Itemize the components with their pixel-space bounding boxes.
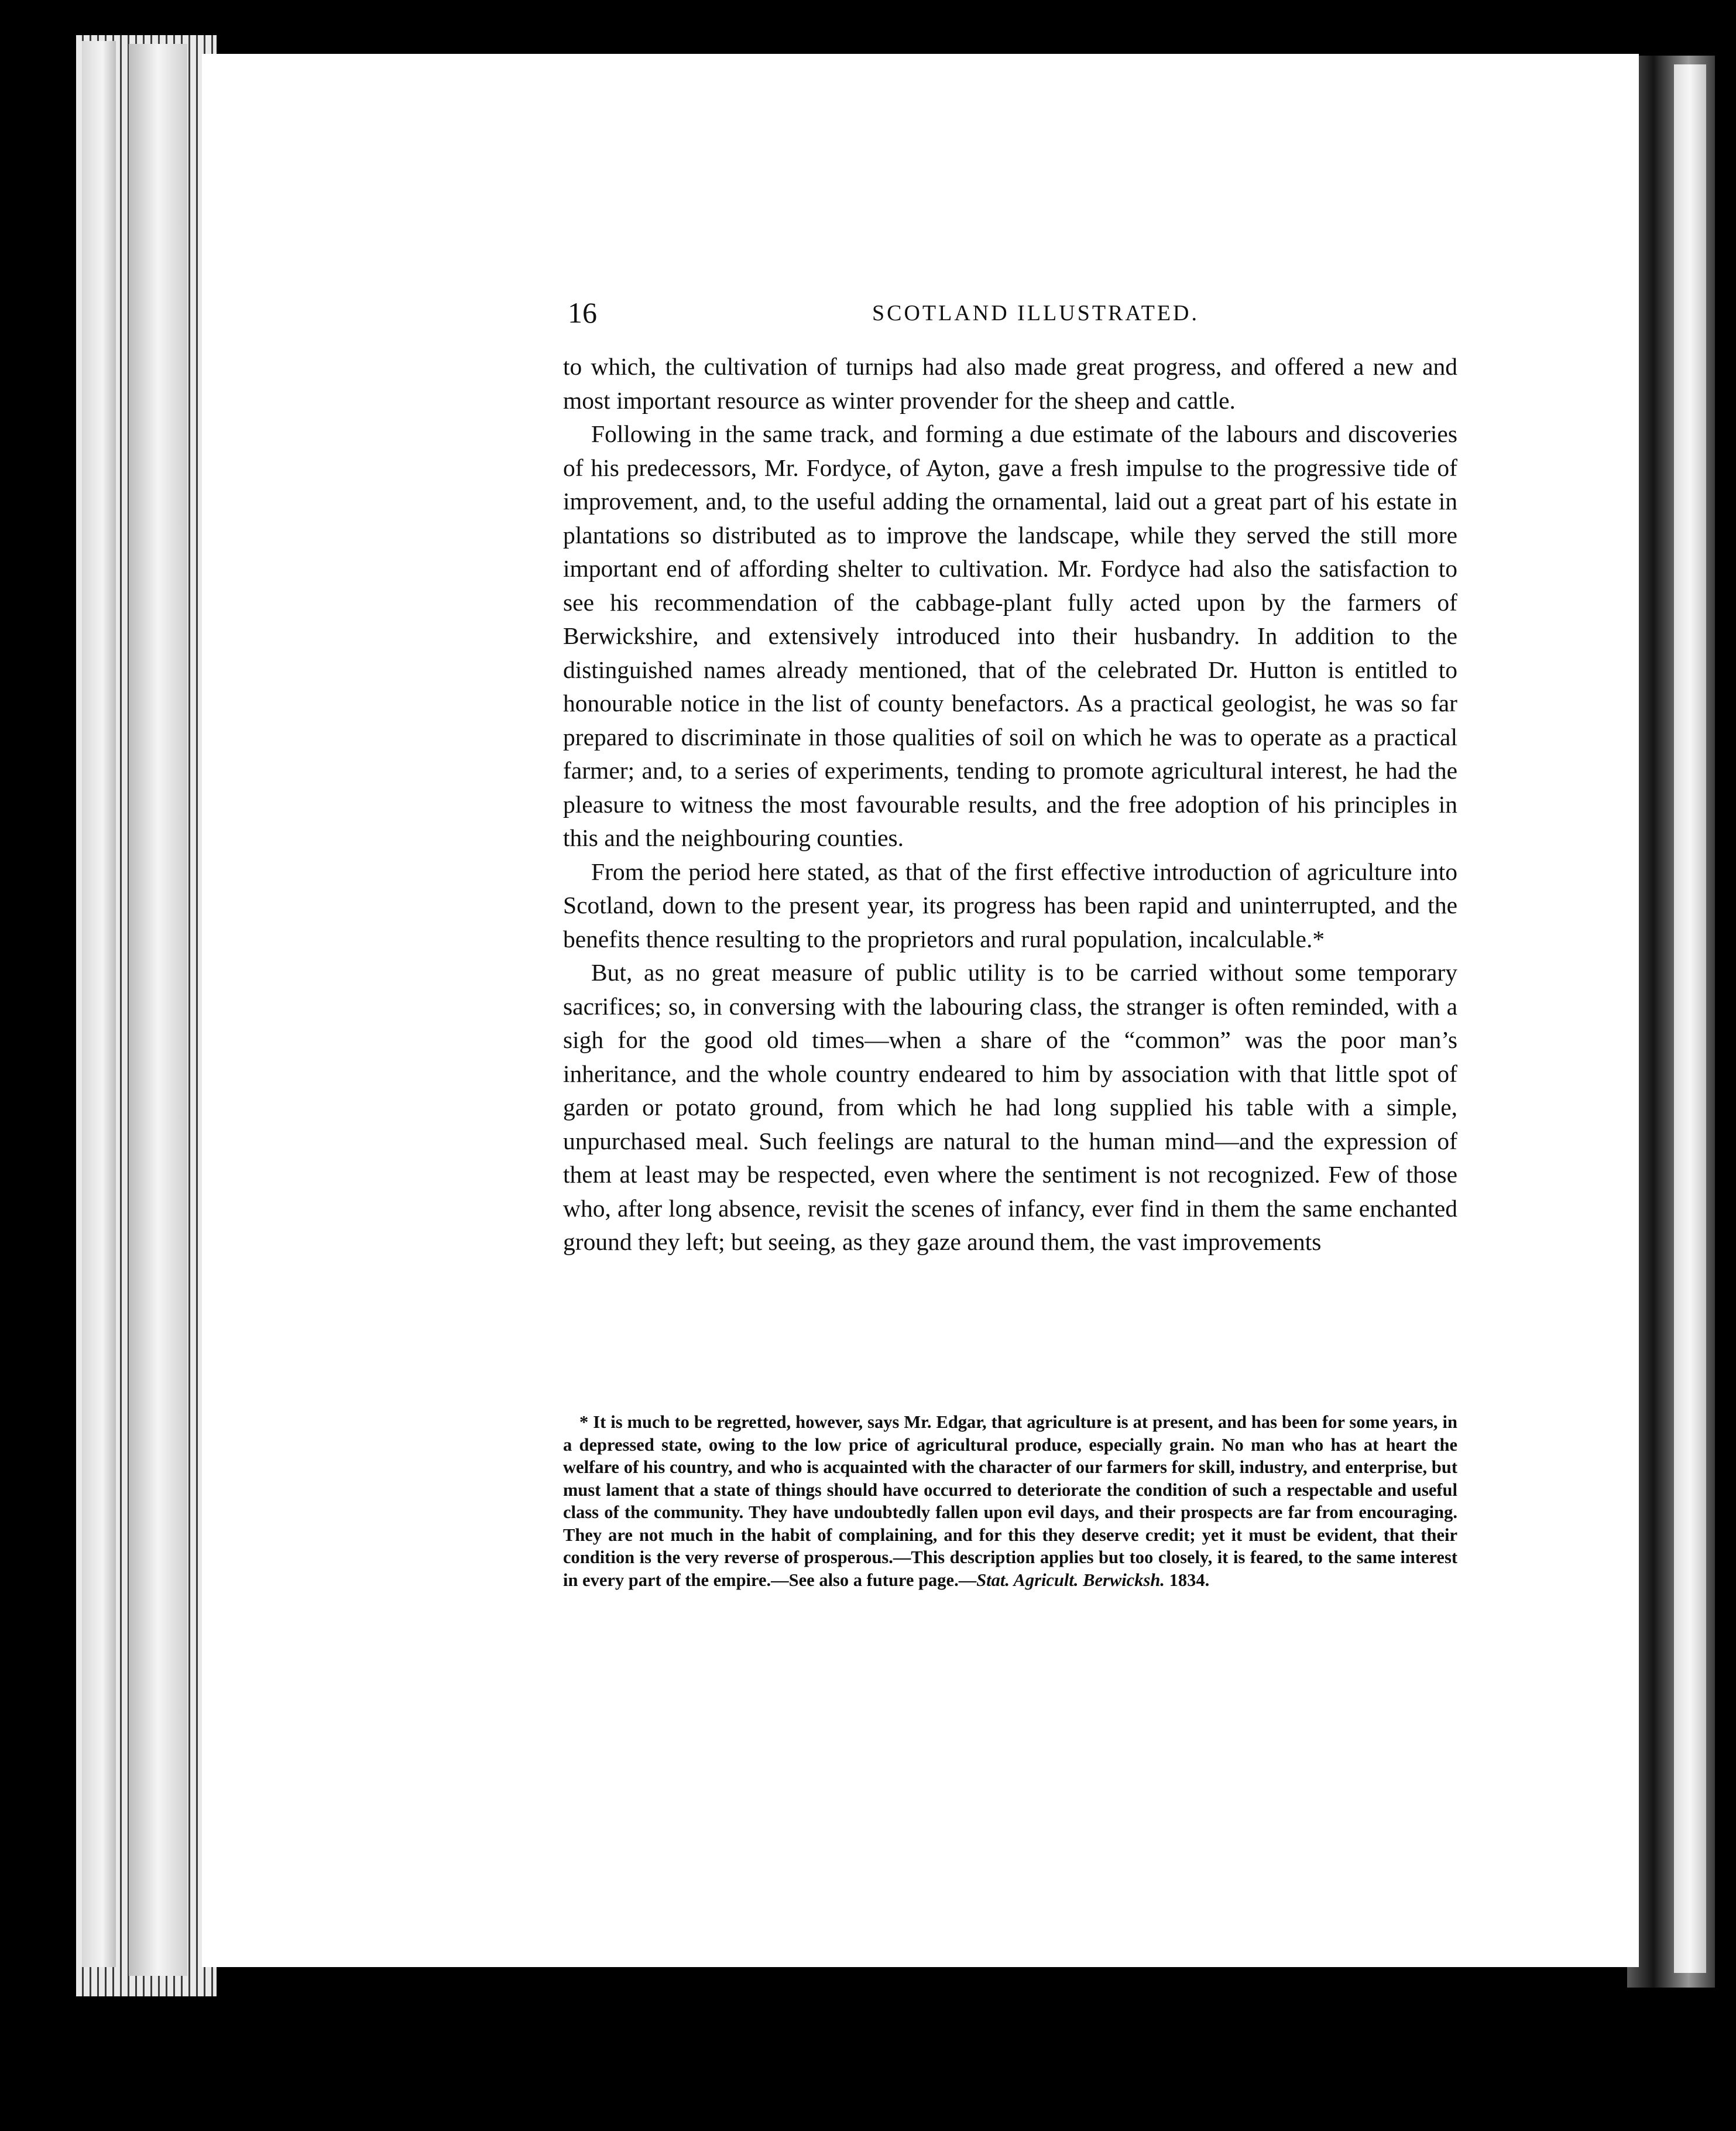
- paragraph: But, as no great measure of public utility is to be carried without some temporary sacrifices; so, in conversing with the labouring class, the stranger is often reminded, with a sigh for the good old times—when a share of the “common” was the poor man’s inheritance, and the whole country endeared to him by association with that little spot of garden or potato ground, from which he had long supplied his table with a simple, unpurchased meal. Such feelings are natural to the human mind—and the expression of them at least may be respected, even where the sentiment is not recognized. Few of those who, after long absence, revisit the scenes of infancy, ever find in them the same enchanted ground they left; but seeing, as they gaze around them, the vast improvements: [563, 959, 1457, 1255]
- outer-page-edge: [82, 41, 116, 1967]
- paragraph: Following in the same track, and forming a due estimate of the labours and discoveries of his predecessors, Mr. Fordyce, of Ayton, gave a fresh impulse to the progressive tide of improvement, and, to the useful adding the ornamental, laid out a great part of his estate in plantations so distributed as to improve the landscape, while they served the still more important end of affording shelter to cultivation. Mr. Fordyce had also the satisfaction to see his recommendation of the cabbage-plant fully acted upon by the farmers of Berwickshire, and extensively introduced into their husbandry. In addition to the distinguished names already mentioned, that of the celebrated Dr. Hutton is entitled to honourable notice in the list of county benefactors. As a practical geologist, he was so far prepared to discriminate in those qualities of soil on which he was to operate as a practical farmer; and, to a series of experiments, tending to promote agricultural interest, he had the pleasure to witness the most favourable results, and the free adoption of his principles in this and the neighbouring counties.: [563, 420, 1457, 851]
- running-title: SCOTLAND ILLUSTRATED.: [872, 301, 1199, 326]
- body-text: [563, 350, 1457, 1259]
- page-header: [568, 296, 1463, 337]
- footnote-citation: Stat. Agricult. Berwicksh.: [976, 1570, 1165, 1590]
- footnote: [563, 1411, 1457, 1591]
- page-number: 16: [568, 296, 597, 329]
- footnote-text: * It is much to be regretted, however, says Mr. Edgar, that agriculture is at present, and has been for some years, in a depressed state, owing to the low price of agricultural produce, especially grain. No man who has at heart the welfare of his country, and who is acquainted with the character of our farmers for skill, industry, and enterprise, but must lament that a state of things should have occurred to deteriorate the condition of such a respectable and useful class of the community. They have undoubtedly fallen upon evil days, and their prospects are far from encouraging. They are not much in the habit of complaining, and for this they deserve credit; yet it must be evident, that their condition is the very reverse of prosperous.—This description applies but too closely, it is feared, to the same interest in every part of the empire.—See also a future page.—: [563, 1412, 1457, 1590]
- paragraph: to which, the cultivation of turnips had also made great progress, and offered a new and most important resource as winter provender for the sheep and cattle.: [563, 353, 1457, 414]
- footnote-citation-year: 1834.: [1169, 1570, 1210, 1590]
- inner-page-edge: [129, 44, 187, 1976]
- paragraph: From the period here stated, as that of the first effective introduction of agriculture into Scotland, down to the present year, its progress has been rapid and uninterrupted, and the benefits thence resulting to the proprietors and rural population, incalculable.*: [563, 858, 1457, 953]
- right-page-edge: [1674, 64, 1706, 1973]
